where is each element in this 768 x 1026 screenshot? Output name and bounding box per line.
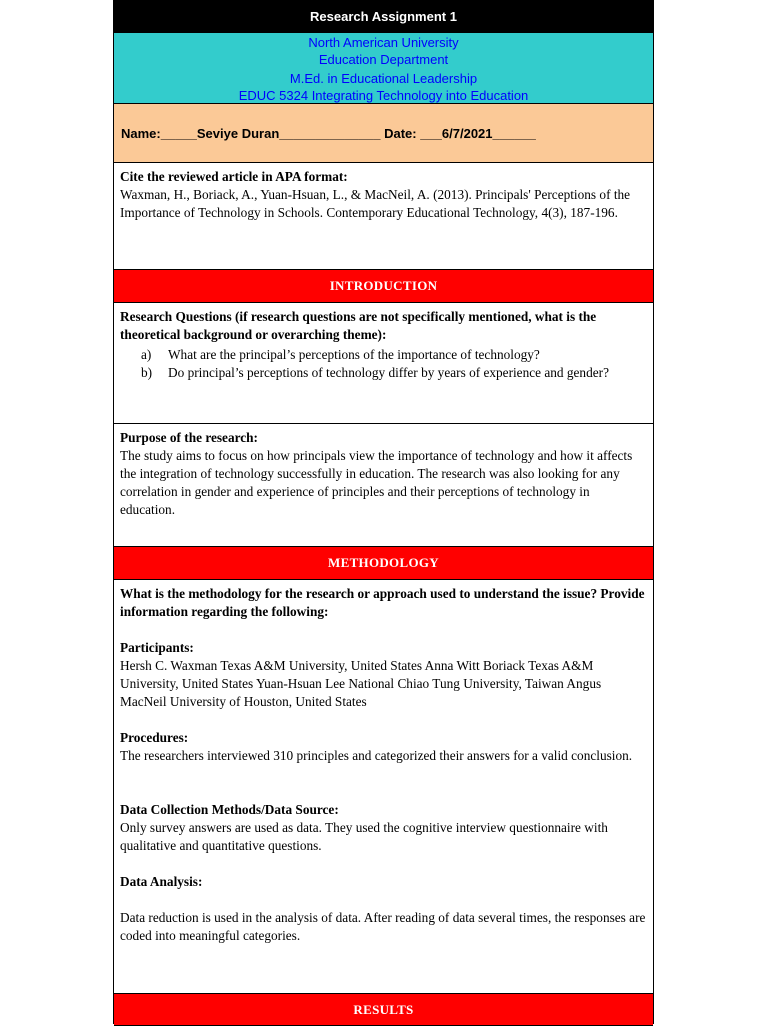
- list-item: [120, 364, 647, 382]
- methodology-question: What is the methodology for the research or approach used to understand the issue? Provide information regarding the following:: [120, 586, 645, 619]
- name-date-line: Name:_____Seviye Duran______________ Date: ___6/7/2021______: [114, 104, 653, 163]
- data-analysis-label: Data Analysis:: [120, 874, 203, 889]
- purpose-section: [114, 424, 653, 547]
- list-marker: b): [141, 365, 153, 380]
- procedures-label: Procedures:: [120, 730, 189, 745]
- institution-block: [114, 33, 653, 104]
- citation-text: Waxman, H., Boriack, A., Yuan-Hsuan, L., & MacNeil, A. (2013). Principals' Perceptions of the Importance of Technology in Schools. Contemporary Educational Technology, 4(3), 187-196.: [120, 187, 631, 220]
- participants-text: Hersh C. Waxman Texas A&M University, United States Anna Witt Boriack Texas A&M University, United States Yuan-Hsuan Lee National Chiao Tung University, Taiwan Angus MacNeil University of Houston, United States: [120, 658, 602, 709]
- methodology-section: [114, 580, 653, 993]
- data-collection-label: Data Collection Methods/Data Source:: [120, 802, 339, 817]
- university-name: North American University: [308, 35, 459, 50]
- research-questions-label: Research Questions (if research questions are not specifically mentioned, what is the theoretical background or overarching theme):: [120, 309, 597, 342]
- data-analysis-text: Data reduction is used in the analysis of data. After reading of data several times, the responses are coded into meaningful categories.: [120, 910, 646, 943]
- assignment-document: [113, 0, 654, 1024]
- participants-label: Participants:: [120, 640, 194, 655]
- citation-label: Cite the reviewed article in APA format:: [120, 169, 348, 184]
- list-item-text: What are the principal’s perceptions of the importance of technology?: [168, 347, 540, 362]
- section-header-introduction: INTRODUCTION: [114, 270, 653, 303]
- list-item-text: Do principal’s perceptions of technology differ by years of experience and gender?: [168, 365, 609, 380]
- list-marker: a): [141, 347, 152, 362]
- assignment-title: Research Assignment 1: [114, 0, 653, 33]
- program-name: M.Ed. in Educational Leadership: [289, 71, 478, 86]
- department-name: Education Department: [318, 52, 449, 67]
- purpose-label: Purpose of the research:: [120, 430, 258, 445]
- section-header-methodology: METHODOLOGY: [114, 547, 653, 580]
- citation-section: [114, 163, 653, 270]
- research-questions-section: [114, 303, 653, 424]
- data-collection-text: Only survey answers are used as data. They used the cognitive interview questionnaire with qualitative and quantitative questions.: [120, 820, 608, 853]
- procedures-text: The researchers interviewed 310 principles and categorized their answers for a valid conclusion.: [120, 748, 633, 763]
- section-header-results: RESULTS: [114, 993, 653, 1026]
- course-name: EDUC 5324 Integrating Technology into Education: [238, 88, 529, 103]
- list-item: [120, 346, 647, 364]
- purpose-text: The study aims to focus on how principals view the importance of technology and how it affects the integration of technology successfully in education. The research was also looking for any correlation in gender and experience of principles and their perceptions of technology in education.: [120, 448, 633, 517]
- research-questions-list: [120, 346, 647, 382]
